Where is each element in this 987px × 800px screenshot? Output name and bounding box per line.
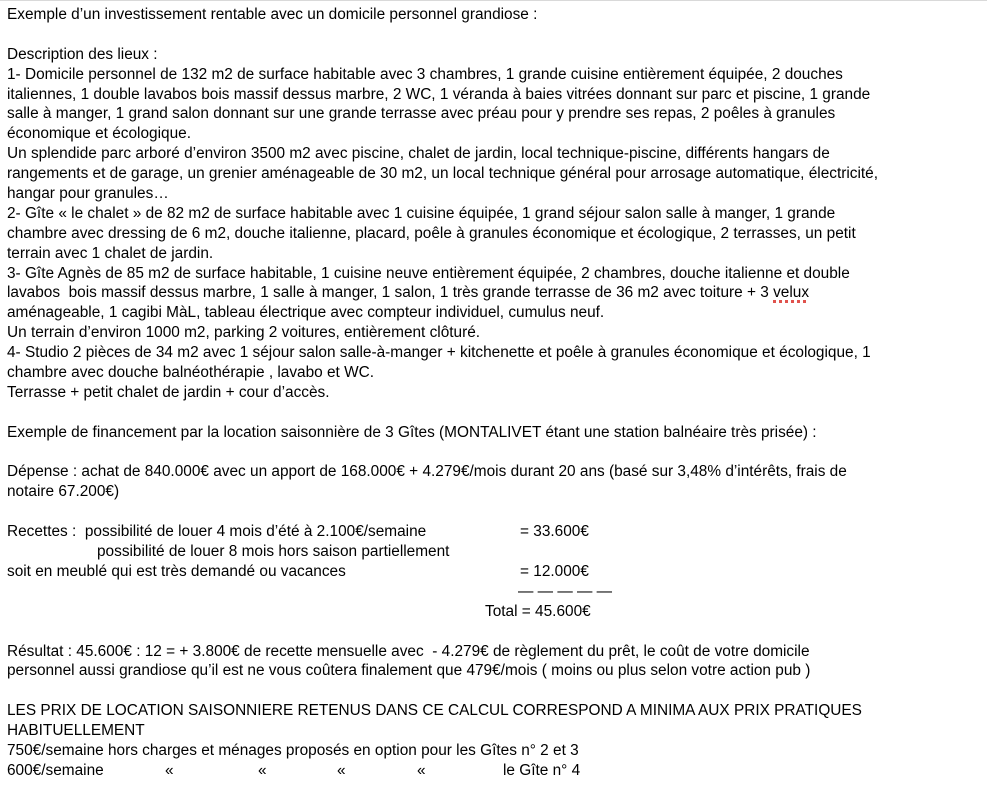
text-line <box>0 622 987 642</box>
ditto-mark: « <box>165 761 174 779</box>
ditto-mark: « <box>337 761 346 779</box>
text-segment: rangements et de garage, un grenier aménageable de 30 m2, un local technique général pour arrosage automatique, électricité, <box>7 165 878 183</box>
text-segment: italiennes, 1 double lavabos bois massif dessus marbre, 2 WC, 1 véranda à baies vitrées donnant sur parc et piscine, 1 grande <box>7 85 871 103</box>
text-segment: 2- Gîte « le chalet » de 82 m2 de surface habitable avec 1 cuisine équipée, 1 grand séjour salon salle à manger, 1 grande <box>7 204 836 222</box>
ditto-mark: « <box>417 761 426 779</box>
text-segment: lavabos bois massif dessus marbre, 1 salle à manger, 1 salon, 1 très grande terrasse de 36 m2 avec toiture + 3 <box>7 284 774 302</box>
text-line <box>0 423 987 443</box>
text-line <box>0 582 987 602</box>
window-top-edge <box>0 0 987 1</box>
text-segment: Recettes : possibilité de louer 4 mois d’été à 2.100€/semaine <box>7 523 427 541</box>
text-line <box>0 701 987 721</box>
text-segment: soit en meublé qui est très demandé ou vacances <box>7 562 346 580</box>
text-segment: terrain avec 1 chalet de jardin. <box>7 244 214 262</box>
text-line <box>0 343 987 363</box>
text-segment: Résultat : 45.600€ : 12 = + 3.800€ de recette mensuelle avec - 4.279€ de règlement du prêt, le coût de votre domicile <box>7 642 810 660</box>
text-segment: personnel aussi grandiose qu’il est ne vous coûtera finalement que 479€/mois ( moins ou plus selon votre action pub ) <box>7 662 811 680</box>
text-line <box>0 562 987 582</box>
text-line <box>0 542 987 562</box>
text-segment: chambre avec dressing de 6 m2, douche italienne, placard, poêle à granules économique et écologique, 2 terrasses, un petit <box>7 224 856 242</box>
text-segment: 1- Domicile personnel de 132 m2 de surface habitable avec 3 chambres, 1 grande cuisine entièrement équipée, 2 douches <box>7 65 843 83</box>
text-segment: notaire 67.200€) <box>7 483 120 501</box>
text-line <box>0 661 987 681</box>
text-segment: chambre avec douche balnéothérapie , lavabo et WC. <box>7 364 375 382</box>
text-line <box>0 204 987 224</box>
recette-hors-saison-amount: = 12.000€ <box>520 562 589 580</box>
text-segment: économique et écologique. <box>7 125 191 143</box>
text-line <box>0 144 987 164</box>
text-segment: 4- Studio 2 pièces de 34 m2 avec 1 séjour salon salle-à-manger + kitchenette et poêle à granules économique et écologique, 1 <box>7 344 871 362</box>
text-line <box>0 224 987 244</box>
text-line <box>0 482 987 502</box>
text-segment: HABITUELLEMENT <box>7 722 145 740</box>
total-amount: Total = 45.600€ <box>485 602 591 620</box>
text-segment: hangar pour granules… <box>7 185 169 203</box>
text-segment: Un splendide parc arboré d’environ 3500 m2 avec piscine, chalet de jardin, local technique-piscine, différents hangars de <box>7 145 830 163</box>
text-line <box>0 502 987 522</box>
text-segment: Exemple d’un investissement rentable avec un domicile personnel grandiose : <box>7 6 538 23</box>
text-segment: Terrasse + petit chalet de jardin + cour d’accès. <box>7 383 330 401</box>
document-page <box>0 5 987 781</box>
text-line <box>0 5 987 25</box>
text-segment: possibilité de louer 8 mois hors saison partiellement <box>97 543 450 561</box>
text-segment: 600€/semaine <box>7 761 104 779</box>
text-segment: aménageable, 1 cagibi MàL, tableau électrique avec compteur individuel, cumulus neuf. <box>7 304 605 322</box>
recette-ete-amount: = 33.600€ <box>520 523 589 541</box>
text-line <box>0 323 987 343</box>
text-line <box>0 104 987 124</box>
text-segment: LES PRIX DE LOCATION SAISONNIERE RETENUS DANS CE CALCUL CORRESPOND A MINIMA AUX PRIX PRATIQUES <box>7 702 862 720</box>
text-segment: Dépense : achat de 840.000€ avec un apport de 168.000€ + 4.279€/mois durant 20 ans (basé sur 3,48% d’intérêts, frais de <box>7 463 847 481</box>
text-line <box>0 462 987 482</box>
text-line <box>0 244 987 264</box>
text-line <box>0 522 987 542</box>
text-line <box>0 303 987 323</box>
ditto-mark: « <box>258 761 267 779</box>
text-line <box>0 264 987 284</box>
text-segment: Exemple de financement par la location saisonnière de 3 Gîtes (MONTALIVET étant une station balnéaire très prisée) : <box>7 423 817 441</box>
text-segment: 750€/semaine hors charges et ménages proposés en option pour les Gîtes n° 2 et 3 <box>7 741 579 759</box>
misspelled-word-velux: velux <box>773 284 810 302</box>
text-line <box>0 642 987 662</box>
text-line <box>0 25 987 45</box>
text-segment: salle à manger, 1 grand salon donnant sur une grande terrasse avec préau pour y prendre ses repas, 2 poêles à granules <box>7 105 836 123</box>
text-line <box>0 124 987 144</box>
text-line <box>0 85 987 105</box>
text-line <box>0 65 987 85</box>
text-line <box>0 761 987 781</box>
text-segment: 3- Gîte Agnès de 85 m2 de surface habitable, 1 cuisine neuve entièrement équipée, 2 chambres, douche italienne et double <box>7 264 850 282</box>
text-line <box>0 721 987 741</box>
text-line <box>0 363 987 383</box>
text-line <box>0 164 987 184</box>
text-line <box>0 283 987 303</box>
text-line <box>0 403 987 423</box>
text-line <box>0 45 987 65</box>
text-segment: Description des lieux : <box>7 45 158 63</box>
text-line <box>0 602 987 622</box>
text-line <box>0 443 987 463</box>
text-line <box>0 184 987 204</box>
gite-4-label: le Gîte n° 4 <box>503 761 581 779</box>
text-line <box>0 681 987 701</box>
text-segment: Un terrain d’environ 1000 m2, parking 2 voitures, entièrement clôturé. <box>7 324 481 342</box>
sum-separator: — — — — — <box>518 582 613 600</box>
text-line <box>0 741 987 761</box>
text-line <box>0 383 987 403</box>
